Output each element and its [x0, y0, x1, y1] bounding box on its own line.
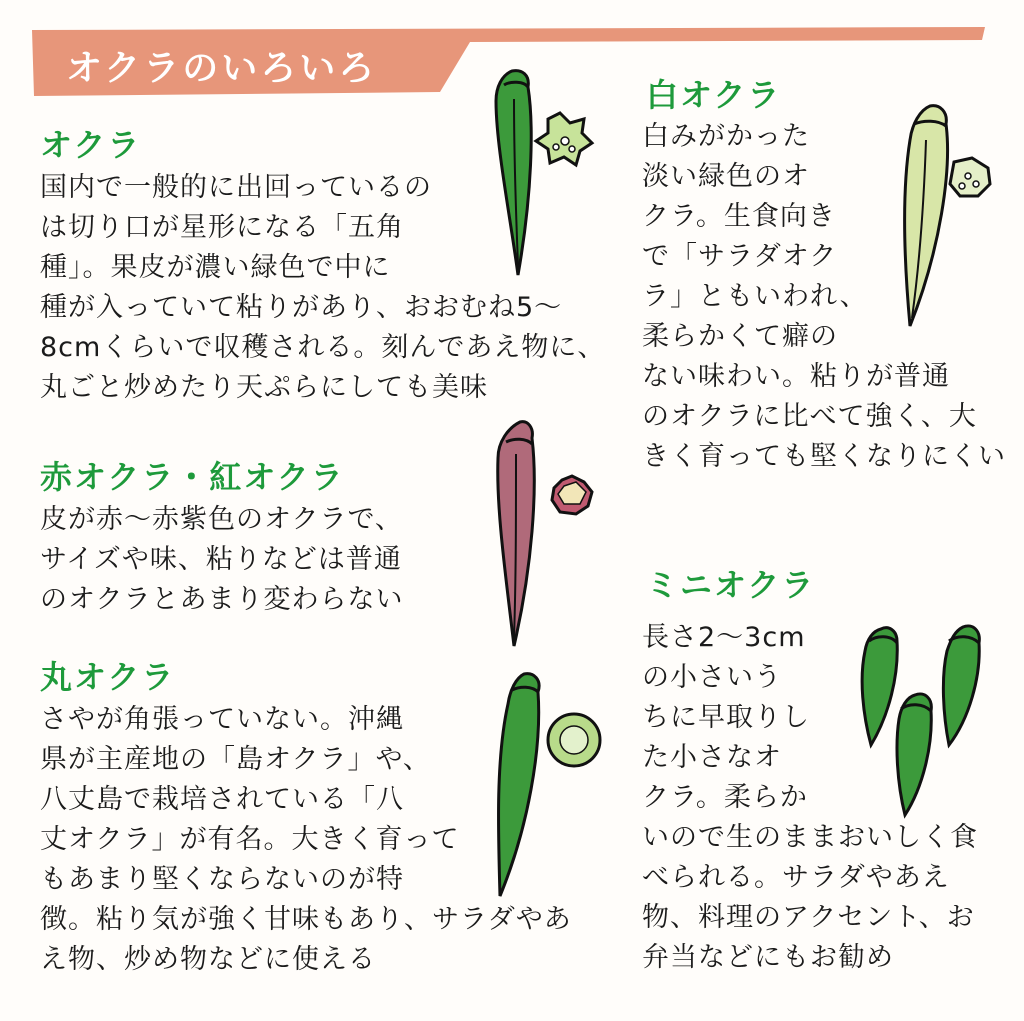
text-line: きく育っても堅くなりにくい: [642, 441, 1006, 472]
okra-red-illustration: [480, 418, 620, 653]
text-line: さやが角張っていない。沖縄: [40, 704, 404, 735]
text-line: クラ。柔らか: [642, 782, 808, 813]
text-line: ない味わい。粘りが普通: [642, 361, 950, 392]
okra-white-illustration: [880, 100, 1010, 335]
text-line: 柔らかくて癖の: [642, 321, 838, 352]
text-line: た小さなオ: [642, 742, 782, 773]
text-line: は切り口が星形になる「五角: [40, 212, 404, 243]
text-line: 八丈島で栽培されている「八: [40, 784, 404, 815]
page-title: オクラのいろいろ: [66, 48, 378, 89]
text-line: 物、料理のアクセント、お: [642, 902, 975, 933]
text-line: の小さいう: [642, 662, 782, 693]
okra-mini-illustration: [845, 615, 995, 835]
text-line: で「サラダオク: [642, 241, 838, 272]
text-line: 種」。果皮が濃い緑色で中に: [40, 252, 391, 283]
text-line: ラ」ともいわれ、: [642, 281, 868, 312]
heading-mini-okra: ミニオクラ: [646, 566, 816, 604]
okra-round-illustration: [478, 668, 618, 903]
text-line: のオクラに比べて強く、大: [642, 401, 977, 432]
text-line: クラ。生食向き: [642, 201, 836, 232]
text-line: 白みがかった: [642, 121, 810, 152]
okra-green-illustration: [470, 65, 610, 290]
text-red-okra: [40, 500, 403, 620]
text-line: 長さ2〜3cm: [642, 622, 806, 653]
text-line: もあまり堅くならないのが特: [40, 864, 404, 895]
text-line: 皮が赤〜赤紫色のオクラで、: [40, 504, 403, 535]
text-line: 国内で一般的に出回っているの: [40, 172, 432, 203]
text-line: 種が入っていて粘りがあり、おおむね5〜: [40, 292, 563, 323]
heading-red-okra: 赤オクラ・紅オクラ: [40, 458, 345, 496]
text-line: ちに早取りし: [642, 702, 810, 733]
heading-white-okra: 白オクラ: [646, 76, 782, 114]
heading-okra: オクラ: [40, 126, 142, 164]
text-line: 丸ごと炒めたり天ぷらにしても美味: [40, 372, 488, 403]
text-line: 淡い緑色のオ: [642, 161, 810, 192]
text-line: 8cmくらいで収穫される。刻んであえ物に、: [40, 332, 606, 363]
text-line: 弁当などにもお勧め: [642, 942, 894, 973]
text-line: え物、炒め物などに使える: [40, 944, 376, 975]
text-line: 徴。粘り気が強く甘味もあり、サラダやあ: [40, 904, 572, 935]
text-line: 県が主産地の「島オクラ」や、: [40, 744, 431, 775]
text-line: サイズや味、粘りなどは普通: [40, 544, 402, 575]
heading-round-okra: 丸オクラ: [40, 658, 176, 696]
text-line: いので生のままおいしく食: [642, 822, 978, 853]
text-line: 丈オクラ」が有名。大きく育って: [40, 824, 460, 855]
text-line: べられる。サラダやあえ: [642, 862, 950, 893]
text-line: のオクラとあまり変わらない: [40, 584, 404, 615]
